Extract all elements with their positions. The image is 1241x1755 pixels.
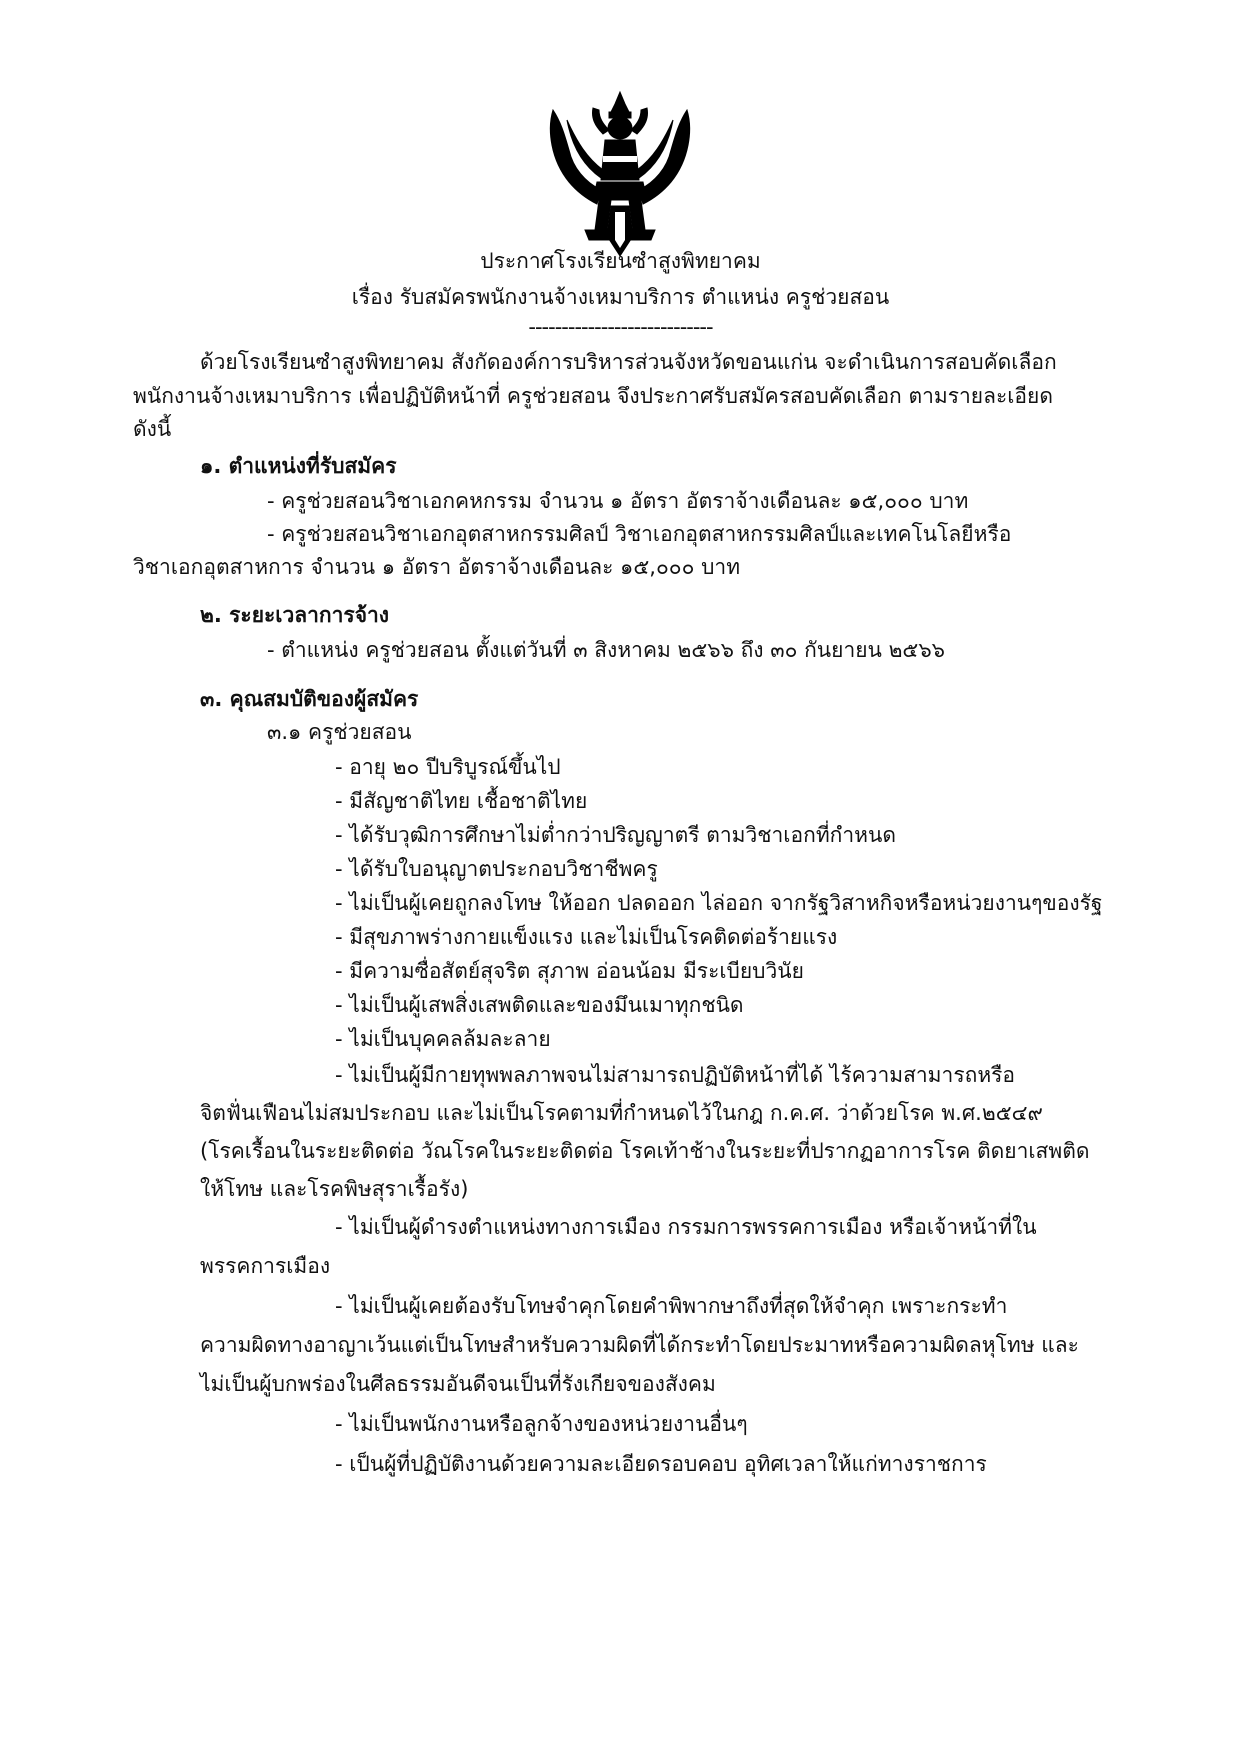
garuda-emblem-icon (545, 90, 695, 258)
qualification-item: - เป็นผู้ที่ปฏิบัติงานด้วยความละเอียดรอบคอบ อุทิศเวลาให้แก่ทางราชการ (335, 1452, 987, 1476)
qualification-item: - มีสุขภาพร่างกายแข็งแรง และไม่เป็นโรคติดต่อร้ายแรง (335, 925, 838, 949)
intro-line: พนักงานจ้างเหมาบริการ เพื่อปฏิบัติหน้าที่ ครูช่วยสอน จึงประกาศรับสมัครสอบคัดเลือก ตามรายละเอียด (133, 384, 1053, 408)
qualification-item: - ไม่เป็นผู้เสพสิ่งเสพติดและของมึนเมาทุกชนิด (335, 993, 744, 1017)
section-2-heading: ๒. ระยะเวลาการจ้าง (200, 603, 390, 627)
qualification-item: - ไม่เป็นพนักงานหรือลูกจ้างของหน่วยงานอื่นๆ (335, 1412, 748, 1436)
qualification-item: - ได้รับใบอนุญาตประกอบวิชาชีพครู (335, 857, 658, 881)
qualification-item: ความผิดทางอาญาเว้นแต่เป็นโทษสำหรับความผิดที่ได้กระทำโดยประมาทหรือความผิดลหุโทษ และ (200, 1333, 1079, 1357)
qualification-item: ไม่เป็นผู้บกพร่องในศีลธรรมอันดีจนเป็นที่รังเกียจของสังคม (200, 1372, 716, 1396)
qualification-item: - ได้รับวุฒิการศึกษาไม่ต่ำกว่าปริญญาตรี ตามวิชาเอกที่กำหนด (335, 823, 897, 847)
qualification-item: พรรคการเมือง (200, 1254, 331, 1278)
qualification-item: จิตฟั่นเฟือนไม่สมประกอบ และไม่เป็นโรคตามที่กำหนดไว้ในกฎ ก.ค.ศ. ว่าด้วยโรค พ.ศ.๒๕๔๙ (200, 1101, 1043, 1125)
qualification-item: ให้โทษ และโรคพิษสุราเรื้อรัง) (200, 1177, 469, 1201)
section-1-heading: ๑. ตำแหน่งที่รับสมัคร (200, 454, 397, 478)
qualification-item: - ไม่เป็นผู้ดำรงตำแหน่งทางการเมือง กรรมการพรรคการเมือง หรือเจ้าหน้าที่ใน (335, 1215, 1037, 1239)
intro-line: ดังนี้ (133, 417, 172, 441)
qualification-item: - มีความซื่อสัตย์สุจริต สุภาพ อ่อนน้อม มีระเบียบวินัย (335, 959, 804, 983)
announcement-subject: เรื่อง รับสมัครพนักงานจ้างเหมาบริการ ตำแหน่ง ครูช่วยสอน (351, 285, 890, 309)
announcement-title: ประกาศโรงเรียนซำสูงพิทยาคม (480, 249, 761, 273)
qualification-item: - ไม่เป็นบุคคลล้มละลาย (335, 1027, 551, 1051)
intro-line: ด้วยโรงเรียนซำสูงพิทยาคม สังกัดองค์การบริหารส่วนจังหวัดขอนแก่น จะดำเนินการสอบคัดเลือก (200, 350, 1057, 374)
section-3-heading: ๓. คุณสมบัติของผู้สมัคร (200, 687, 419, 711)
section-1-line: - ครูช่วยสอนวิชาเอกคหกรรม จำนวน ๑ อัตรา อัตราจ้างเดือนละ ๑๕,๐๐๐ บาท (267, 489, 969, 513)
section-1-line: - ครูช่วยสอนวิชาเอกอุตสาหกรรมศิลป์ วิชาเอกอุตสาหกรรมศิลป์และเทคโนโลยีหรือ (267, 522, 1012, 546)
qualification-item: - อายุ ๒๐ ปีบริบูรณ์ขึ้นไป (335, 755, 561, 779)
qualification-item: - ไม่เป็นผู้เคยต้องรับโทษจำคุกโดยคำพิพากษาถึงที่สุดให้จำคุก เพราะกระทำ (335, 1294, 1008, 1318)
section-3-subheading: ๓.๑ ครูช่วยสอน (267, 720, 412, 744)
qualification-item: - มีสัญชาติไทย เชื้อชาติไทย (335, 789, 588, 813)
qualification-item: - ไม่เป็นผู้เคยถูกลงโทษ ให้ออก ปลดออก ไล่ออก จากรัฐวิสาหกิจหรือหน่วยงานๆของรัฐ (335, 891, 1103, 915)
section-1-line: วิชาเอกอุตสาหการ จำนวน ๑ อัตรา อัตราจ้างเดือนละ ๑๕,๐๐๐ บาท (133, 555, 741, 579)
qualification-item: (โรคเรื้อนในระยะติดต่อ วัณโรคในระยะติดต่อ โรคเท้าช้างในระยะที่ปรากฏอาการโรค ติดยาเสพติด (200, 1139, 1090, 1163)
header-divider: ---------------------------- (528, 315, 713, 339)
qualification-item: - ไม่เป็นผู้มีกายทุพพลภาพจนไม่สามารถปฏิบัติหน้าที่ได้ ไร้ความสามารถหรือ (335, 1063, 1016, 1087)
section-2-line: - ตำแหน่ง ครูช่วยสอน ตั้งแต่วันที่ ๓ สิงหาคม ๒๕๖๖ ถึง ๓๐ กันยายน ๒๕๖๖ (267, 638, 945, 662)
